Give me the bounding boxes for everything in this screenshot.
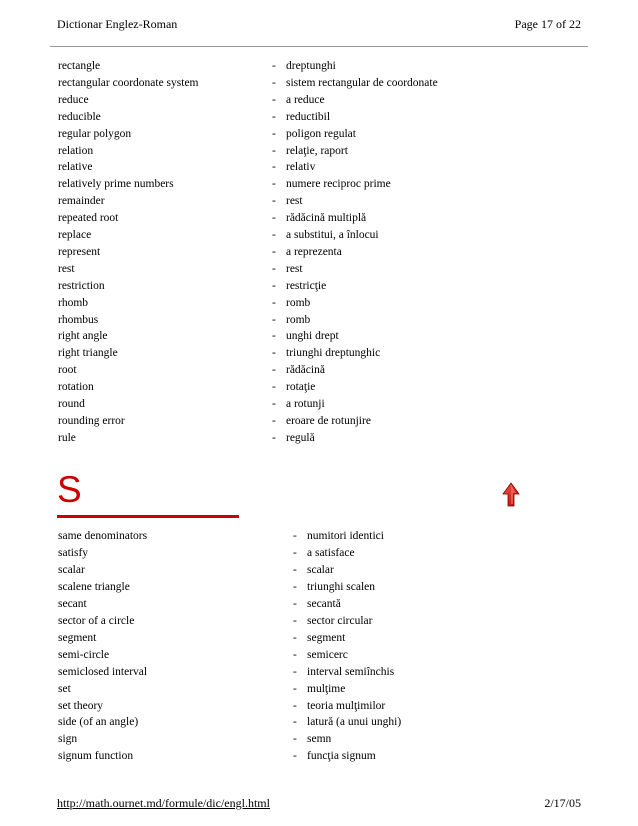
english-term: satisfy xyxy=(58,546,89,559)
dictionary-entry xyxy=(0,714,638,731)
dictionary-entry xyxy=(0,362,638,379)
romanian-translation: latură (a unui unghi) xyxy=(307,716,402,729)
dictionary-entry xyxy=(0,278,638,295)
source-url-link[interactable]: http://math.ournet.md/formule/dic/engl.html xyxy=(57,796,270,810)
english-term: regular polygon xyxy=(58,127,132,140)
separator-dash: - xyxy=(272,431,276,444)
english-term: reduce xyxy=(58,93,89,106)
dictionary-entry xyxy=(0,92,638,109)
separator-dash: - xyxy=(272,229,276,241)
dictionary-entry xyxy=(0,413,638,430)
romanian-translation: relaţie, raport xyxy=(286,144,348,157)
english-term: repeated root xyxy=(58,212,119,225)
english-term: relatively prime numbers xyxy=(58,178,174,191)
english-term: relation xyxy=(58,144,94,157)
separator-dash: - xyxy=(272,110,276,123)
romanian-translation: rotaţie xyxy=(286,381,316,394)
dictionary-entry xyxy=(0,731,638,748)
english-term: signum function xyxy=(58,750,134,763)
dictionary-entry xyxy=(0,176,638,193)
separator-dash: - xyxy=(272,330,276,343)
separator-dash: - xyxy=(272,245,276,258)
romanian-translation: sector circular xyxy=(307,614,373,627)
separator-dash: - xyxy=(293,563,297,576)
romanian-translation: scalar xyxy=(307,563,334,576)
romanian-translation: rest xyxy=(286,195,303,208)
english-term: restriction xyxy=(58,279,105,292)
english-term: relative xyxy=(58,161,93,174)
romanian-translation: a reprezenta xyxy=(286,245,342,258)
english-term: scalar xyxy=(58,563,85,576)
english-term: rest xyxy=(58,262,75,275)
dictionary-entry xyxy=(0,630,638,647)
english-term: represent xyxy=(58,245,101,258)
romanian-translation: semicerc xyxy=(307,648,348,661)
romanian-translation: funcţia signum xyxy=(307,750,376,763)
dictionary-entry xyxy=(0,126,638,143)
romanian-translation: triunghi dreptunghic xyxy=(286,347,381,360)
dictionary-entry xyxy=(0,244,638,261)
separator-dash: - xyxy=(272,313,276,326)
separator-dash: - xyxy=(272,398,276,410)
romanian-translation: relativ xyxy=(286,161,316,174)
dictionary-entry xyxy=(0,227,638,244)
english-term: scalene triangle xyxy=(58,580,130,593)
dictionary-entry xyxy=(0,328,638,345)
english-term: remainder xyxy=(58,195,105,208)
dictionary-entry xyxy=(0,545,638,562)
english-term: semiclosed interval xyxy=(58,665,148,678)
dictionary-entry xyxy=(0,396,638,413)
dictionary-entry xyxy=(0,664,638,681)
dictionary-entry xyxy=(0,579,638,596)
separator-dash: - xyxy=(272,296,276,309)
english-term: rounding error xyxy=(58,414,125,427)
separator-dash: - xyxy=(272,144,276,157)
separator-dash: - xyxy=(272,161,276,174)
separator-dash: - xyxy=(293,546,297,559)
dictionary-entry xyxy=(0,562,638,579)
dictionary-entry xyxy=(0,748,638,765)
romanian-translation: interval semiînchis xyxy=(307,665,395,678)
english-term: rectangular coordonate system xyxy=(58,76,199,89)
english-term: rhombus xyxy=(58,313,99,326)
section-underline xyxy=(57,515,239,518)
separator-dash: - xyxy=(293,614,297,627)
english-term: root xyxy=(58,364,77,377)
page-number: Page 17 of 22 xyxy=(514,17,581,31)
romanian-translation: numitori identici xyxy=(307,530,384,542)
english-term: right triangle xyxy=(58,347,118,360)
dictionary-entry xyxy=(0,681,638,698)
dictionary-entry xyxy=(0,143,638,160)
separator-dash: - xyxy=(272,127,276,140)
separator-dash: - xyxy=(293,750,297,763)
dictionary-entry xyxy=(0,613,638,630)
dictionary-entry xyxy=(0,109,638,126)
romanian-translation: a reduce xyxy=(286,93,325,106)
up-arrow-icon[interactable] xyxy=(502,482,520,508)
romanian-translation: semn xyxy=(307,733,332,746)
romanian-translation: mulţime xyxy=(307,682,346,695)
dictionary-entry xyxy=(0,210,638,227)
english-term: round xyxy=(58,398,85,410)
separator-dash: - xyxy=(293,665,297,678)
english-term: segment xyxy=(58,631,97,644)
english-term: sector of a circle xyxy=(58,614,135,627)
separator-dash: - xyxy=(293,597,297,610)
dictionary-entry xyxy=(0,261,638,278)
romanian-translation: rădăcină multiplă xyxy=(286,212,367,225)
separator-dash: - xyxy=(272,381,276,394)
separator-dash: - xyxy=(272,347,276,360)
english-term: rhomb xyxy=(58,296,89,309)
dictionary-entry xyxy=(0,295,638,312)
separator-dash: - xyxy=(272,76,276,89)
separator-dash: - xyxy=(293,682,297,695)
romanian-translation: regulă xyxy=(286,431,315,444)
separator-dash: - xyxy=(293,631,297,644)
separator-dash: - xyxy=(293,648,297,661)
romanian-translation: rest xyxy=(286,262,303,275)
separator-dash: - xyxy=(272,212,276,225)
separator-dash: - xyxy=(272,60,276,72)
romanian-translation: restricţie xyxy=(286,279,327,292)
separator-dash: - xyxy=(272,364,276,377)
english-term: semi-circle xyxy=(58,648,110,661)
section-letter: S xyxy=(57,469,82,510)
english-term: reducible xyxy=(58,110,101,123)
separator-dash: - xyxy=(272,414,276,427)
separator-dash: - xyxy=(272,195,276,208)
english-term: secant xyxy=(58,597,87,610)
romanian-translation: eroare de rotunjire xyxy=(286,414,371,427)
english-term: rule xyxy=(58,431,76,444)
romanian-translation: secantă xyxy=(307,597,341,610)
romanian-translation: a substitui, a înlocui xyxy=(286,229,379,241)
document-title: Dictionar Englez-Roman xyxy=(57,17,178,31)
print-date: 2/17/05 xyxy=(544,796,581,810)
dictionary-entry xyxy=(0,647,638,664)
english-term: side (of an angle) xyxy=(58,716,139,729)
romanian-translation: numere reciproc prime xyxy=(286,178,391,191)
separator-dash: - xyxy=(293,733,297,746)
dictionary-entry xyxy=(0,345,638,362)
english-term: rectangle xyxy=(58,60,101,72)
separator-dash: - xyxy=(272,178,276,191)
dictionary-entry xyxy=(0,596,638,613)
romanian-translation: rădăcină xyxy=(286,364,325,377)
english-term: replace xyxy=(58,229,92,241)
dictionary-entry xyxy=(0,698,638,715)
separator-dash: - xyxy=(272,279,276,292)
dictionary-entry xyxy=(0,430,638,447)
separator-dash: - xyxy=(293,699,297,712)
dictionary-entry xyxy=(0,159,638,176)
dictionary-entry xyxy=(0,193,638,210)
english-term: set xyxy=(58,682,71,695)
romanian-translation: triunghi scalen xyxy=(307,580,376,593)
english-term: set theory xyxy=(58,699,104,712)
romanian-translation: romb xyxy=(286,313,311,326)
english-term: right angle xyxy=(58,330,108,343)
dictionary-entry xyxy=(0,75,638,92)
english-term: same denominators xyxy=(58,530,148,542)
english-term: rotation xyxy=(58,381,94,394)
romanian-translation: romb xyxy=(286,296,311,309)
romanian-translation: teoria mulţimilor xyxy=(307,699,386,712)
romanian-translation: poligon regulat xyxy=(286,127,356,140)
english-term: sign xyxy=(58,733,78,746)
romanian-translation: unghi drept xyxy=(286,330,339,343)
separator-dash: - xyxy=(293,716,297,729)
separator-dash: - xyxy=(293,580,297,593)
romanian-translation: reductibil xyxy=(286,110,331,123)
separator-dash: - xyxy=(272,93,276,106)
dictionary-entry xyxy=(0,379,638,396)
separator-dash: - xyxy=(272,262,276,275)
dictionary-entry xyxy=(0,58,638,75)
dictionary-entry xyxy=(0,528,638,545)
dictionary-entry xyxy=(0,312,638,329)
romanian-translation: dreptunghi xyxy=(286,60,336,72)
romanian-translation: a satisface xyxy=(307,546,355,559)
separator-dash: - xyxy=(293,530,297,542)
header-divider xyxy=(50,46,588,47)
romanian-translation: a rotunji xyxy=(286,398,325,410)
romanian-translation: sistem rectangular de coordonate xyxy=(286,76,438,89)
romanian-translation: segment xyxy=(307,631,346,644)
